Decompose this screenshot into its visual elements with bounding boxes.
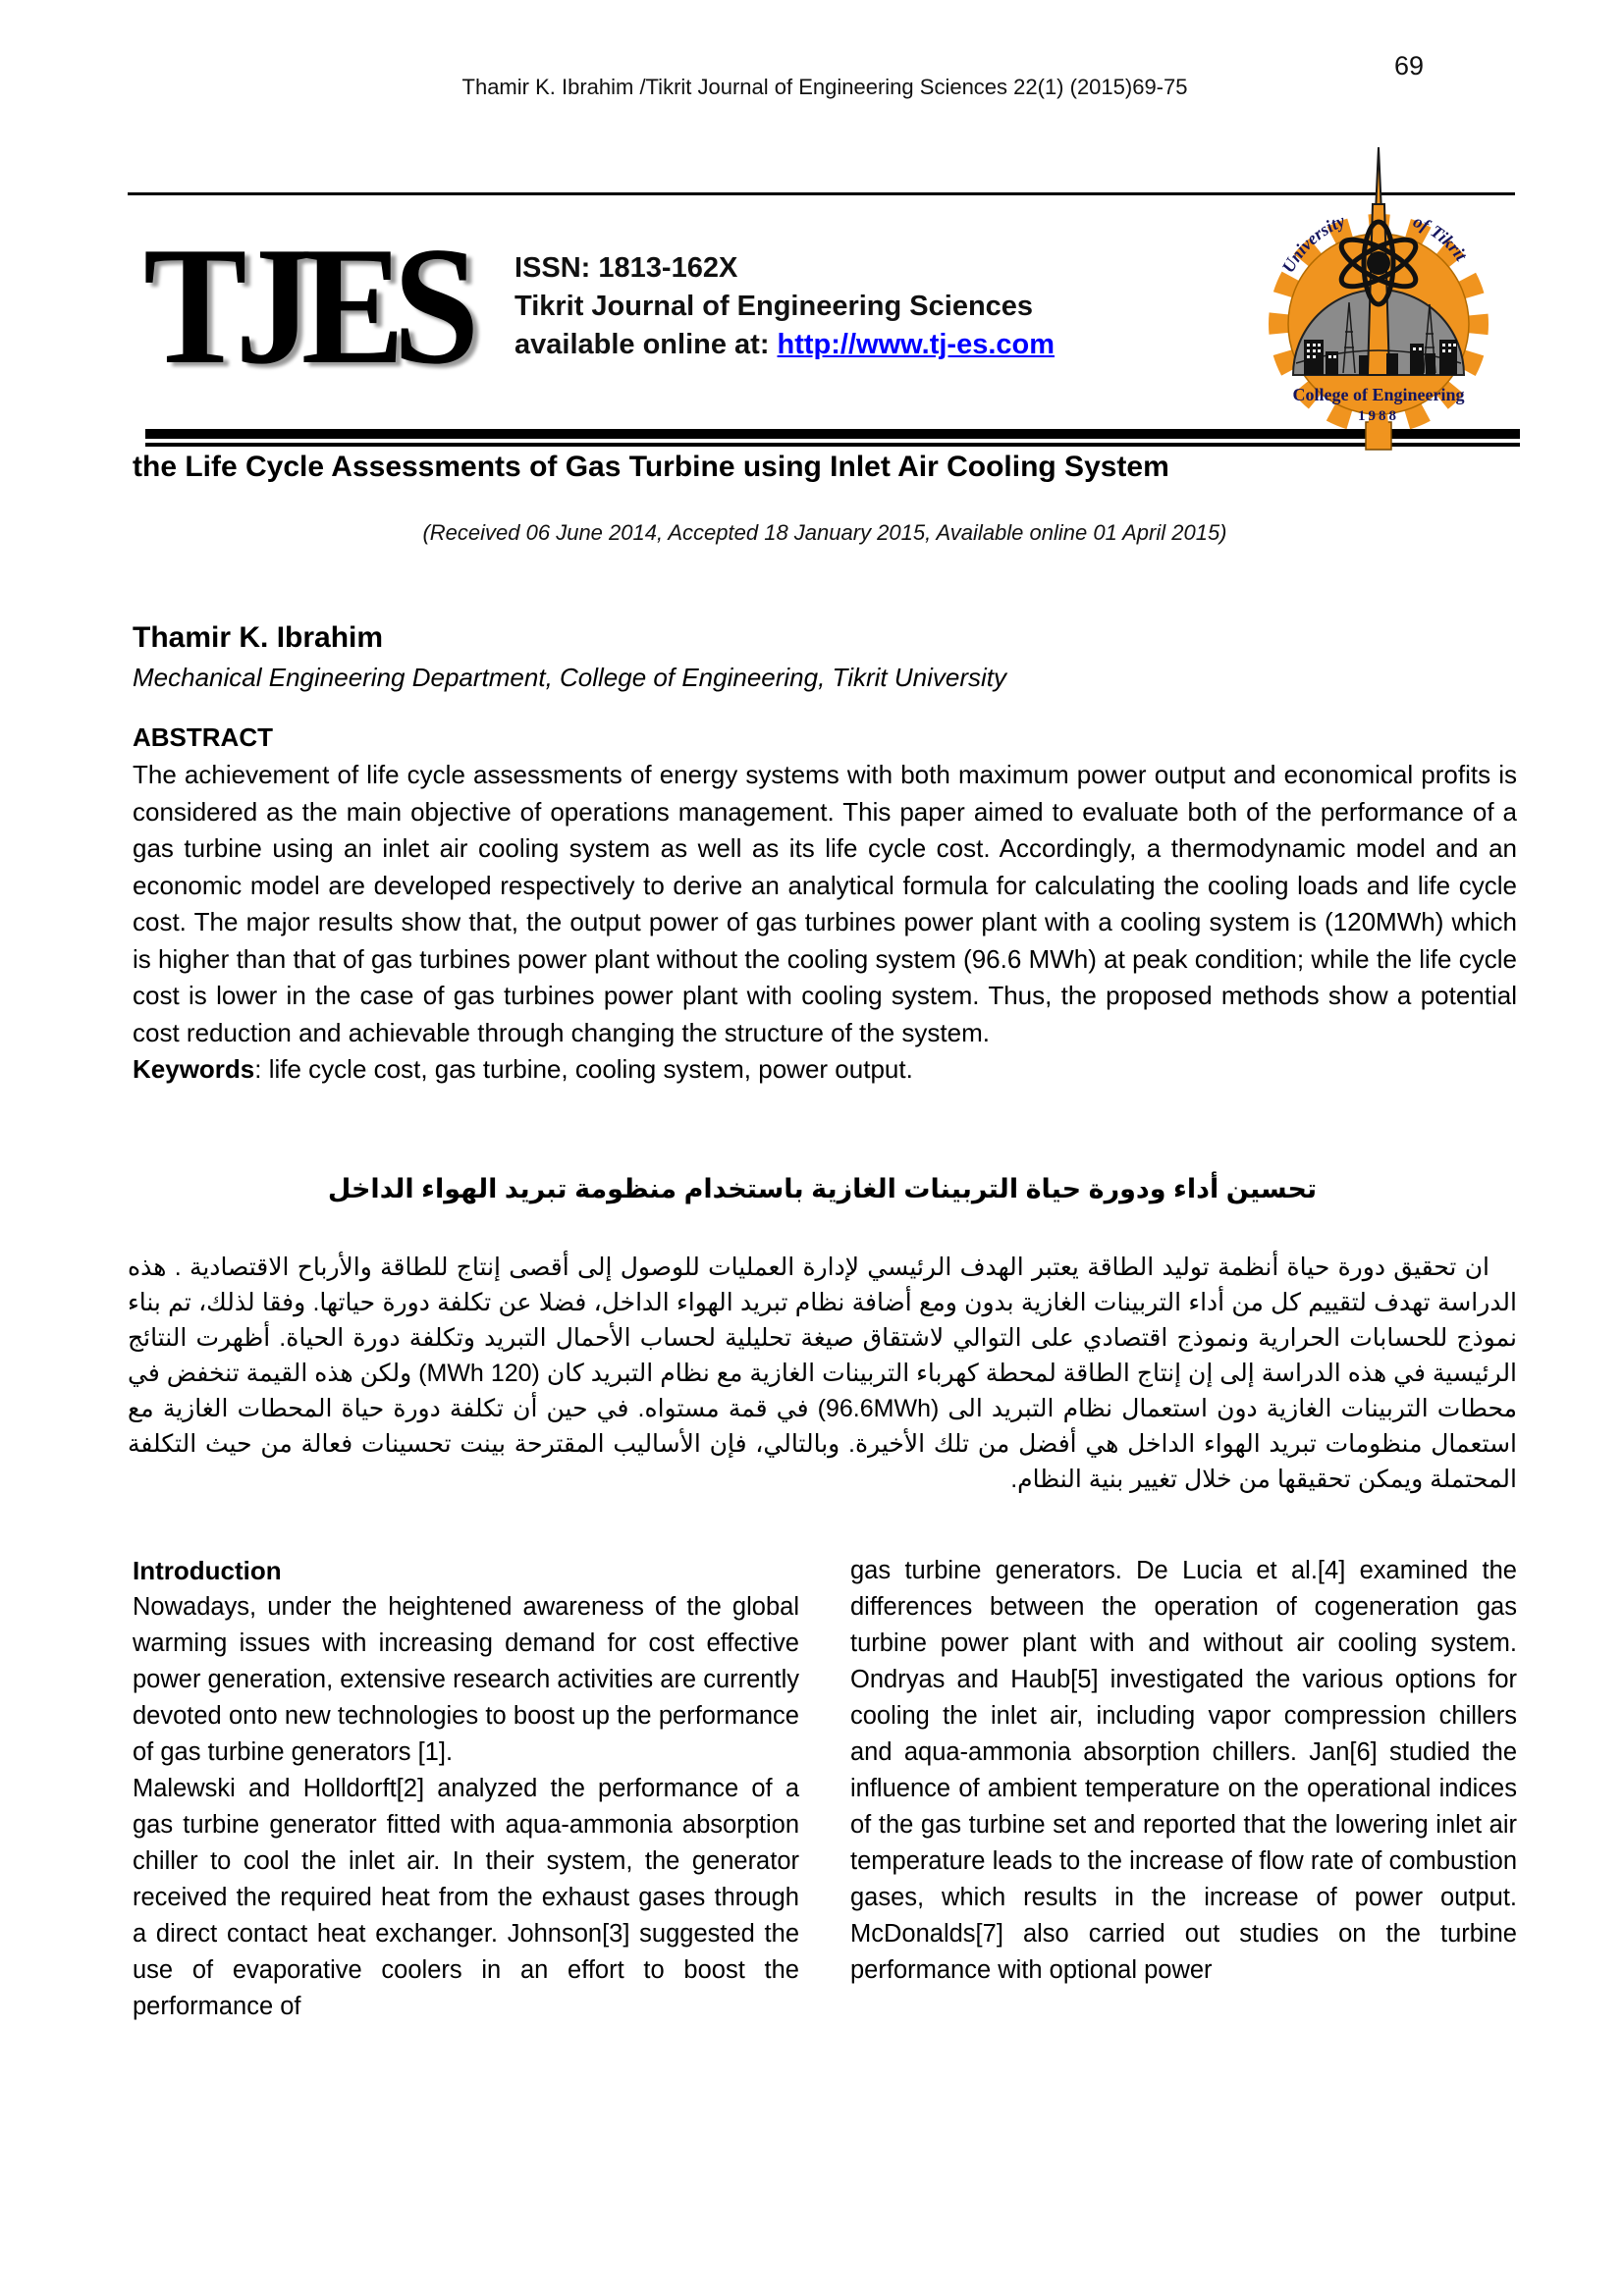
university-text-left: University bbox=[1277, 210, 1348, 277]
left-column bbox=[133, 1553, 799, 2025]
intro-paragraph-3: gas turbine generators. De Lucia et al.[4] examined the differences between the operation of cogeneration gas turbine power plant with and without air cooling system. Ondryas and Haub[5] investigated the various options for cooling the inlet air, including vapor compression chillers and aqua-ammonia absorption chillers. Jan[6] studied the influence of ambient temperature on the operational indices of the gas turbine set and reported that the lowering inlet air temperature leads to the increase of flow rate of combustion gases, which results in the increase of power output. McDonalds[7] also carried out studies on the turbine performance with optional power bbox=[850, 1557, 1517, 1984]
availability-line bbox=[514, 326, 1055, 364]
abstract-heading: ABSTRACT bbox=[133, 722, 273, 752]
availability-prefix: available online at: bbox=[514, 329, 778, 360]
right-column bbox=[850, 1553, 1517, 2025]
author-affiliation: Mechanical Engineering Department, College of Engineering, Tikrit University bbox=[133, 663, 1006, 692]
introduction-heading: Introduction bbox=[133, 1556, 282, 1585]
keywords-text: : life cycle cost, gas turbine, cooling system, power output. bbox=[254, 1054, 913, 1084]
arabic-title: تحسين أداء ودورة حياة التربينات الغازية باستخدام منظومة تبريد الهواء الداخل bbox=[327, 1174, 1318, 1203]
journal-name: Tikrit Journal of Engineering Sciences bbox=[514, 291, 1034, 322]
abstract-text: The achievement of life cycle assessments of energy systems with both maximum power output and economical profits is considered as the main objective of operations management. This paper aimed to evaluate both of the performance of a gas turbine using an inlet air cooling system as well as its life cycle cost. Accordingly, a thermodynamic model and an economic model are developed respectively to derive an analytical formula for calculating the cooling loads and life cycle cost. The major results show that, the output power of gas turbines power plant with a cooling system is (120MWh) which is higher than that of gas turbines power plant without the cooling system (96.6 MWh) at peak condition; while the life cycle cost is lower in the case of gas turbines power plant with cooling system. Thus, the proposed methods show a potential cost reduction and achievable through changing the structure of the system. bbox=[133, 760, 1517, 1047]
body-columns bbox=[133, 1553, 1517, 2025]
page-number: 69 bbox=[1394, 51, 1425, 80]
article-dates: (Received 06 June 2014, Accepted 18 January 2015, Available online 01 April 2015) bbox=[422, 520, 1227, 545]
keywords-line bbox=[133, 1051, 1517, 1089]
university-logo bbox=[1265, 145, 1492, 457]
journal-url-link[interactable]: http://www.tj-es.com bbox=[777, 329, 1056, 360]
author-name: Thamir K. Ibrahim bbox=[133, 621, 384, 654]
running-head: Thamir K. Ibrahim /Tikrit Journal of Engineering Sciences 22(1) (2015)69-75 bbox=[461, 75, 1188, 99]
arabic-abstract: ان تحقيق دورة حياة أنظمة توليد الطاقة يعتبر الهدف الرئيسي لإدارة العمليات للوصول إلى أقصى إنتاج للطاقة والأرباح الاقتصادية . هذه الدراسة تهدف لتقييم كل من أداء التربينات الغازية بدون ومع أضافة نظام تبريد الهواء الداخل، فضلا عن تكلفة دورة حياتها. وفقا لذلك، تم بناء نموذج للحسابات الحرارية ونموذج اقتصادي على التوالي لاشتقاق صيغة تحليلية لحساب الأحمال التبريد وتكلفة دورة الحياة. أظهرت النتائج الرئيسية في هذه الدراسة إلى إن إنتاج الطاقة لمحطة كهرباء التربينات الغازية مع نظام التبريد كان (120 MWh) ولكن هذه القيمة تنخفض في محطات التربينات الغازية دون استعمال نظام التبريد الى (96.6MWh) في قمة مستواه. في حين أن تكلفة دورة حياة المحطات الغازية مع استعمال منظومات تبريد الهواء الداخل هي أفضل من تلك الأخيرة. وبالتالي، فإن الأساليب المقترحة بينت تحسينات فعالة من حيث التكلفة المحتملة ويمكن تحقيقها من خلال تغيير بنية النظام. bbox=[128, 1254, 1518, 1493]
journal-info bbox=[514, 249, 1055, 364]
university-text-right: of Tikrit bbox=[1410, 210, 1472, 265]
college-text: College of Engineering bbox=[1292, 385, 1465, 404]
intro-paragraph-1: Nowadays, under the heightened awareness of the global warming issues with increasing demand for cost effective power generation, extensive research activities are currently devoted onto new technologies to boost up the performance of gas turbine generators [1]. bbox=[133, 1593, 799, 1766]
keywords-label: Keywords bbox=[133, 1054, 255, 1084]
abstract-section bbox=[133, 722, 1517, 1089]
arabic-section bbox=[128, 1174, 1517, 1497]
university-logo-graphic bbox=[1265, 145, 1492, 457]
intro-paragraph-2: Malewski and Holldorft[2] analyzed the performance of a gas turbine generator fitted with aqua-ammonia absorption chiller to cool the inlet air. In their system, the generator received the required heat from the exhaust gases through a direct contact heat exchanger. Johnson[3] suggested the use of evaporative coolers in an effort to boost the performance of bbox=[133, 1775, 799, 2020]
journal-logo: TJES bbox=[143, 213, 468, 400]
year-text: 1988 bbox=[1358, 408, 1399, 424]
issn-line: ISSN: 1813-162X bbox=[514, 252, 738, 284]
article-title: the Life Cycle Assessments of Gas Turbine using Inlet Air Cooling System bbox=[133, 451, 1169, 483]
